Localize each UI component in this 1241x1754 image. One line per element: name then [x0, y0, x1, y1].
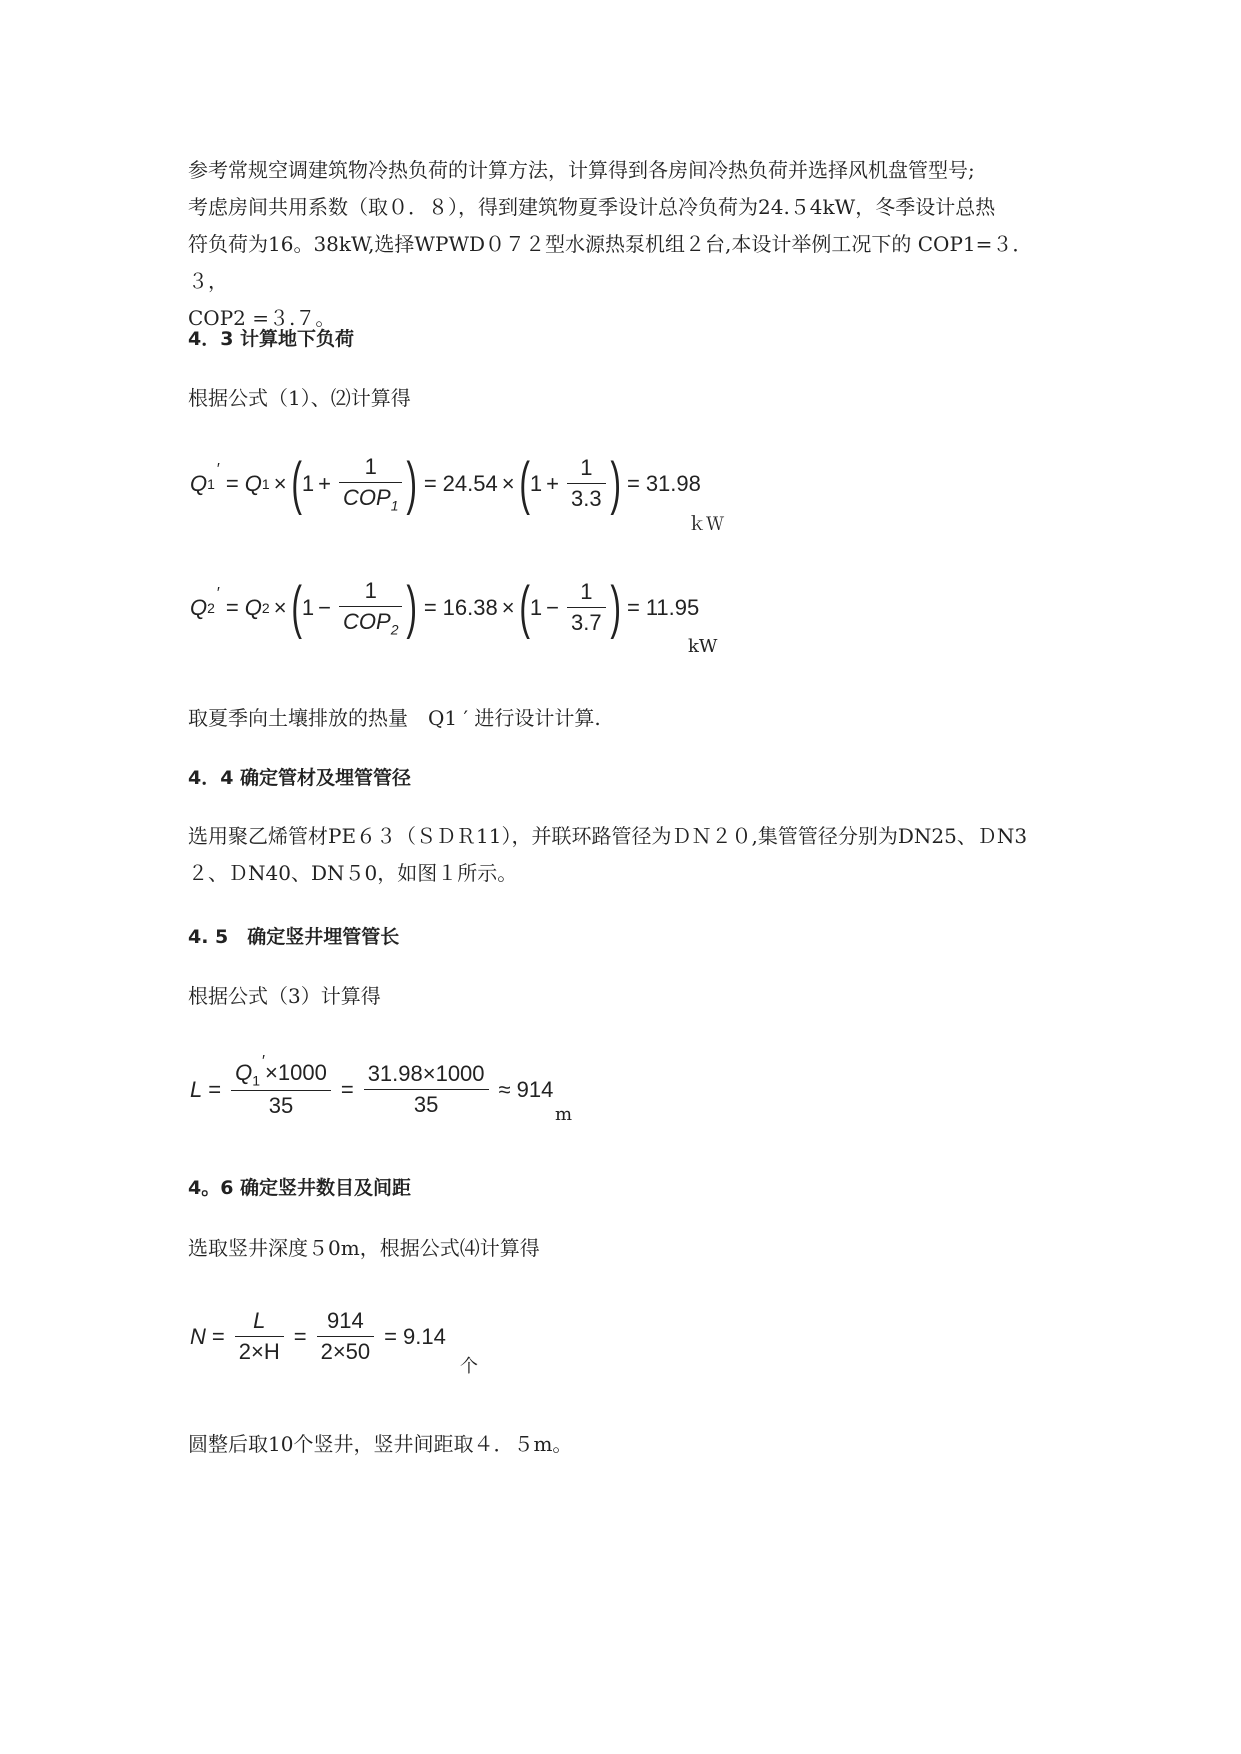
eq-unit: m	[555, 1104, 573, 1125]
fraction	[339, 454, 402, 513]
fraction-denominator: 2×50	[320, 1339, 371, 1364]
eq-q: Q	[244, 594, 262, 620]
eq-result: 31.98	[645, 470, 701, 496]
conclusion-text: 圆整后取10个竖井，竖井间距取４．５m。	[188, 1432, 573, 1456]
eq-equals: =	[626, 594, 640, 620]
left-paren: (	[518, 450, 530, 516]
eq-times: ×	[501, 594, 515, 620]
fraction-numerator: L	[235, 1308, 284, 1337]
text-line: ２、ＤN40、DN５0，如图１所示。	[188, 861, 518, 885]
equation-q1-prime	[190, 450, 701, 516]
eq-equals: =	[384, 1323, 398, 1349]
section-heading-4-5: 4. 5 确定竖井埋管管长	[188, 926, 400, 948]
eq-value: 24.54	[442, 470, 498, 496]
eq-result: 11.95	[645, 594, 700, 620]
eq-equals: =	[293, 1323, 307, 1349]
eq-one: 1	[529, 594, 543, 620]
eq-equals: =	[208, 1076, 222, 1102]
fraction-denominator: 3.7	[571, 610, 602, 636]
fraction	[231, 1053, 331, 1119]
eq-times: ×	[273, 594, 287, 620]
eq-one: 1	[301, 594, 315, 620]
eq-prime: ′	[216, 584, 220, 602]
right-paren: )	[406, 450, 418, 516]
eq-q-sub: 1	[261, 475, 270, 492]
fraction-numerator: 1	[339, 578, 402, 607]
fraction-numerator: 1	[567, 455, 606, 484]
fraction-numerator: 914	[317, 1308, 375, 1337]
text-line: 选用聚乙烯管材PE６３（ＳＤＲ11），并联环路管径为ＤＮ２０,集管管径分别为DN25、ＤN3	[188, 824, 1028, 848]
equation-well-count	[190, 1308, 446, 1365]
text-line: 参考常规空调建筑物冷热负荷的计算方法，计算得到各房间冷热负荷并选择风机盘管型号;	[188, 158, 975, 182]
eq-equals: =	[211, 1323, 225, 1349]
section-intro-4-6: 选取竖井深度５0m，根据公式⑷计算得	[188, 1236, 540, 1260]
eq-value: 16.38	[442, 594, 498, 620]
eq-lhs: Q	[190, 470, 208, 496]
eq-lhs: N	[190, 1323, 206, 1349]
eq-q-sub: 2	[261, 599, 270, 616]
eq-one: 1	[301, 470, 315, 496]
fraction-numerator: $Q_1'\times 1000$	[231, 1060, 331, 1091]
fraction-numerator: 31.98×1000	[364, 1061, 489, 1090]
section-heading-4-6: 4。6 确定竖井数目及间距	[188, 1177, 412, 1199]
eq-lhs-sub: 1	[207, 475, 215, 492]
paragraph-load-summary	[188, 152, 1068, 337]
text-line: 符负荷为16。38kW,选择WPWD０７２型水源热泵机组２台,本设计举例工况下的 COP1=３．３，	[188, 232, 1033, 293]
left-paren: (	[518, 574, 530, 640]
left-paren: (	[290, 574, 302, 640]
section-intro-4-5: 根据公式（3）计算得	[188, 984, 381, 1008]
fraction	[235, 1308, 284, 1365]
eq-equals: =	[225, 594, 239, 620]
fraction	[339, 578, 402, 637]
right-paren: )	[609, 450, 621, 516]
fraction-numerator: 1	[567, 579, 606, 608]
eq-plus: +	[318, 470, 331, 496]
eq-plus: +	[546, 470, 560, 496]
equation-q2-prime	[190, 574, 700, 640]
fraction-denominator: 3.3	[571, 486, 602, 512]
text-line: 考虑房间共用系数（取０．８），得到建筑物夏季设计总冷负荷为24.５4kW，冬季设计总热	[188, 195, 996, 219]
eq-unit: ｋＷ	[688, 514, 724, 535]
left-paren: (	[290, 450, 302, 516]
eq-equals: =	[340, 1076, 354, 1102]
fraction-denominator: 35	[413, 1092, 439, 1118]
fraction-denominator: $COP_2$	[343, 609, 399, 638]
section-heading-4-3: 4．3 计算地下负荷	[188, 328, 355, 350]
eq-equals: =	[423, 594, 437, 620]
eq-minus: −	[318, 594, 331, 620]
section-heading-4-4: 4．4 确定管材及埋管管径	[188, 767, 412, 789]
eq-equals: =	[225, 470, 239, 496]
fraction	[567, 579, 606, 636]
eq-equals: =	[423, 470, 437, 496]
eq-result: 9.14	[403, 1323, 446, 1349]
fraction	[317, 1308, 375, 1365]
fraction	[567, 455, 606, 512]
eq-one: 1	[529, 470, 543, 496]
right-paren: )	[406, 574, 418, 640]
eq-q: Q	[244, 470, 262, 496]
note-q1-prime: 取夏季向土壤排放的热量 Q1 ′ 进行设计计算.	[188, 706, 601, 730]
eq-unit: 个	[460, 1356, 478, 1377]
eq-approx: ≈	[498, 1076, 511, 1102]
fraction-denominator: $COP_1$	[343, 485, 399, 514]
eq-result: 914	[516, 1076, 554, 1102]
section-intro-4-3: 根据公式（1）、⑵计算得	[188, 386, 411, 410]
text-line: COP2 =３.７。	[188, 306, 336, 330]
eq-times: ×	[501, 470, 515, 496]
eq-lhs: L	[190, 1076, 203, 1102]
eq-equals: =	[626, 470, 640, 496]
eq-times: ×	[273, 470, 287, 496]
eq-minus: −	[546, 594, 560, 620]
fraction-numerator: 1	[339, 454, 402, 483]
fraction	[364, 1061, 489, 1118]
eq-unit: kW	[688, 636, 718, 657]
paragraph-pipe-material	[188, 818, 1068, 892]
eq-prime: ′	[216, 460, 220, 478]
fraction-denominator: 35	[268, 1093, 294, 1119]
eq-lhs: Q	[190, 594, 208, 620]
fraction-denominator: 2×H	[238, 1339, 280, 1364]
equation-length	[190, 1053, 554, 1119]
eq-lhs-sub: 2	[207, 599, 215, 616]
right-paren: )	[609, 574, 621, 640]
